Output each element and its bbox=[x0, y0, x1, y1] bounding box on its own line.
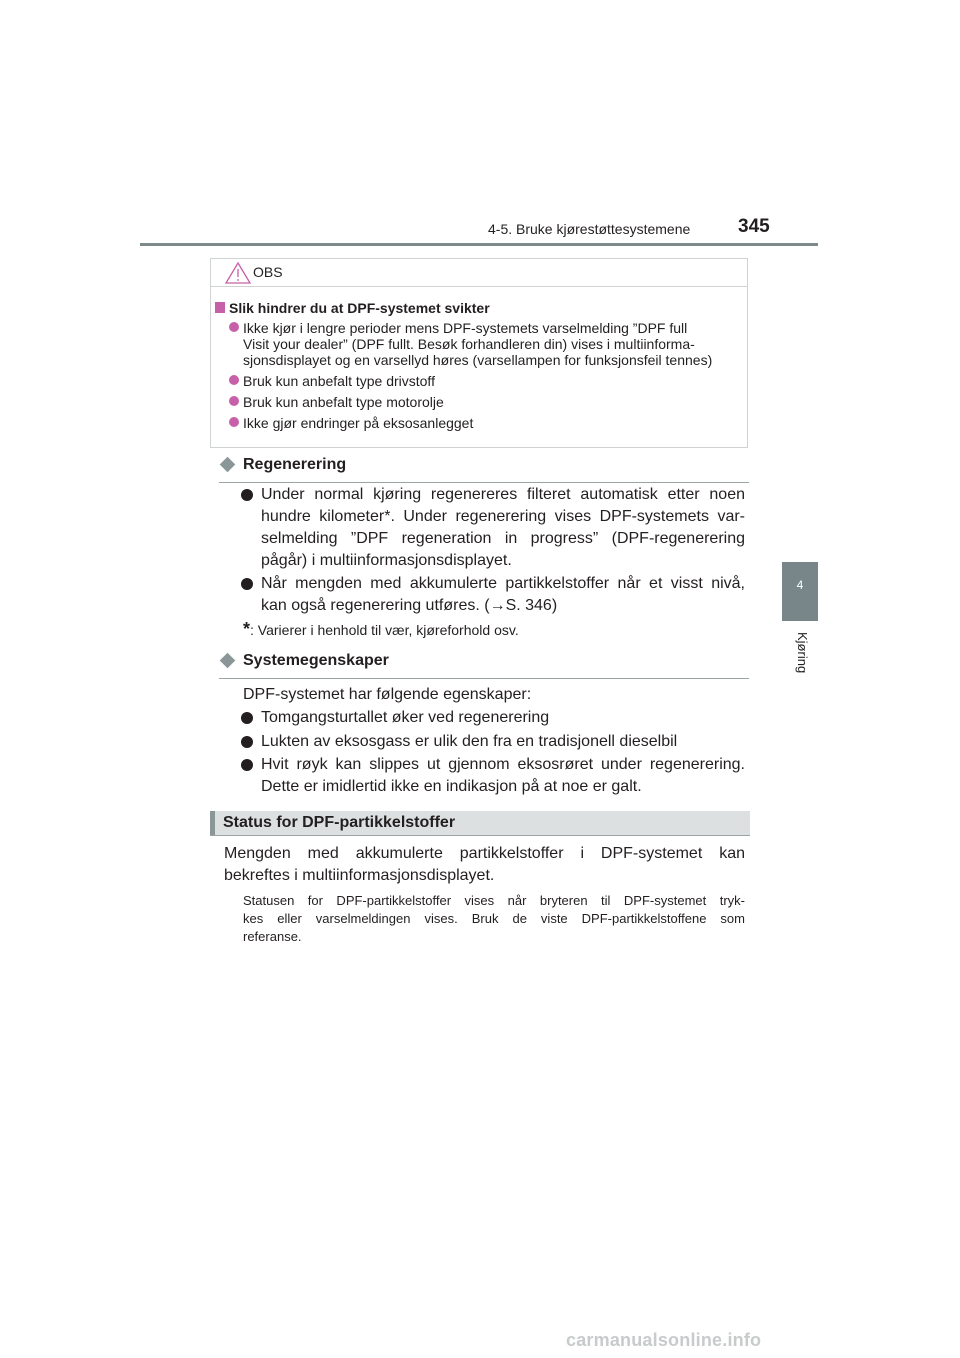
diamond-icon bbox=[220, 457, 236, 473]
list-item-line: selmelding ”DPF regeneration in progress” (DPF-regenerering bbox=[261, 530, 745, 547]
section-title: Systemegenskaper bbox=[243, 652, 389, 669]
list-item bbox=[241, 731, 745, 753]
bullet-dot-icon bbox=[241, 712, 253, 724]
obs-item-line: Ikke kjør i lengre perioder mens DPF-systemets varselmelding ”DPF full bbox=[243, 320, 688, 336]
bullet-dot-icon bbox=[229, 396, 239, 406]
obs-item-line: Visit your dealer” (DPF fullt. Besøk forhandleren din) vises i multiinforma- bbox=[243, 336, 695, 352]
list-item-line: Når mengden med akkumulerte partikkelstoffer når et visst nivå, bbox=[261, 575, 745, 592]
footnote-text: : Varierer i henhold til vær, kjøreforhold osv. bbox=[250, 622, 519, 638]
list-item-line: Dette er imidlertid ikke en indikasjon på at noe er galt. bbox=[261, 778, 642, 795]
list-item bbox=[241, 754, 745, 798]
status-paragraph bbox=[224, 843, 745, 887]
list-item-line: hundre kilometer*. Under regenerering vises DPF-systemets var- bbox=[261, 508, 745, 525]
list-item bbox=[241, 573, 745, 617]
bullet-dot-icon bbox=[229, 322, 239, 332]
paragraph-line: Mengden med akkumulerte partikkelstoffer i DPF-systemet kan bbox=[224, 845, 745, 862]
list-item-line: pågår) i multiinformasjonsdisplayet. bbox=[261, 552, 512, 569]
section-heading-systemegenskaper bbox=[219, 652, 749, 679]
status-section-heading bbox=[210, 811, 750, 836]
subheading-square-icon bbox=[215, 302, 225, 313]
obs-subheading: Slik hindrer du at DPF-systemet svikter bbox=[229, 300, 490, 316]
paragraph-line: bekreftes i multiinformasjonsdisplayet. bbox=[224, 867, 495, 884]
obs-list-item bbox=[229, 415, 744, 431]
obs-list-item bbox=[229, 394, 744, 410]
section-title: Regenerering bbox=[243, 456, 347, 473]
obs-list-item bbox=[229, 373, 744, 389]
footnote bbox=[243, 619, 519, 640]
chapter-tab-number: 4 bbox=[796, 578, 804, 592]
running-header-section: 4-5. Bruke kjørestøttesystemene bbox=[488, 221, 691, 237]
page-number: 345 bbox=[738, 216, 770, 237]
list-item-line: Hvit røyk kan slippes ut gjennom eksosrøret under regenerering. bbox=[261, 756, 745, 773]
obs-item-line: Bruk kun anbefalt type drivstoff bbox=[243, 373, 435, 389]
heading-accent-bar bbox=[210, 811, 215, 835]
warning-triangle-icon bbox=[225, 262, 251, 284]
bullet-dot-icon bbox=[241, 736, 253, 748]
list-item-line: Lukten av eksosgass er ulik den fra en tradisjonell dieselbil bbox=[261, 733, 678, 750]
footnote-marker: * bbox=[243, 619, 251, 639]
obs-item-line: Bruk kun anbefalt type motorolje bbox=[243, 394, 444, 410]
bullet-dot-icon bbox=[241, 489, 253, 501]
watermark: carmanualsonline.info bbox=[566, 1330, 762, 1350]
list-item-line: Tomgangsturtallet øker ved regenerering bbox=[261, 709, 550, 726]
status-small-note bbox=[243, 892, 745, 946]
note-line: kes eller varselmeldingen vises. Bruk de viste DPF-partikkelstoffene som bbox=[243, 911, 745, 926]
bullet-dot-icon bbox=[229, 417, 239, 427]
obs-item-line: sjonsdisplayet og en varsellyd høres (varsellampen for funksjonsfeil tennes) bbox=[243, 352, 713, 368]
obs-list-item bbox=[229, 320, 744, 368]
bullet-dot-icon bbox=[241, 759, 253, 771]
diamond-icon bbox=[220, 653, 236, 669]
list-item bbox=[241, 484, 745, 572]
header-rule bbox=[140, 243, 818, 246]
bullet-dot-icon bbox=[229, 375, 239, 385]
note-line: Statusen for DPF-partikkelstoffer vises når bryteren til DPF-systemet tryk- bbox=[243, 893, 745, 908]
note-line: referanse. bbox=[243, 929, 302, 944]
bullet-dot-icon bbox=[241, 578, 253, 590]
status-heading-title: Status for DPF-partikkelstoffer bbox=[223, 814, 456, 831]
obs-item-line: Ikke gjør endringer på eksosanlegget bbox=[243, 415, 474, 431]
obs-box-header bbox=[211, 259, 747, 287]
section-heading-regenerering bbox=[219, 456, 749, 483]
list-item bbox=[241, 707, 745, 729]
list-item-line: kan også regenerering utføres. (→S. 346) bbox=[261, 597, 558, 614]
intro-paragraph: DPF-systemet har følgende egenskaper: bbox=[243, 686, 532, 703]
list-item-line: Under normal kjøring regenereres filteret automatisk etter noen bbox=[261, 486, 745, 503]
chapter-tab-label: Kjøring bbox=[795, 632, 810, 674]
obs-title: OBS bbox=[253, 264, 283, 280]
